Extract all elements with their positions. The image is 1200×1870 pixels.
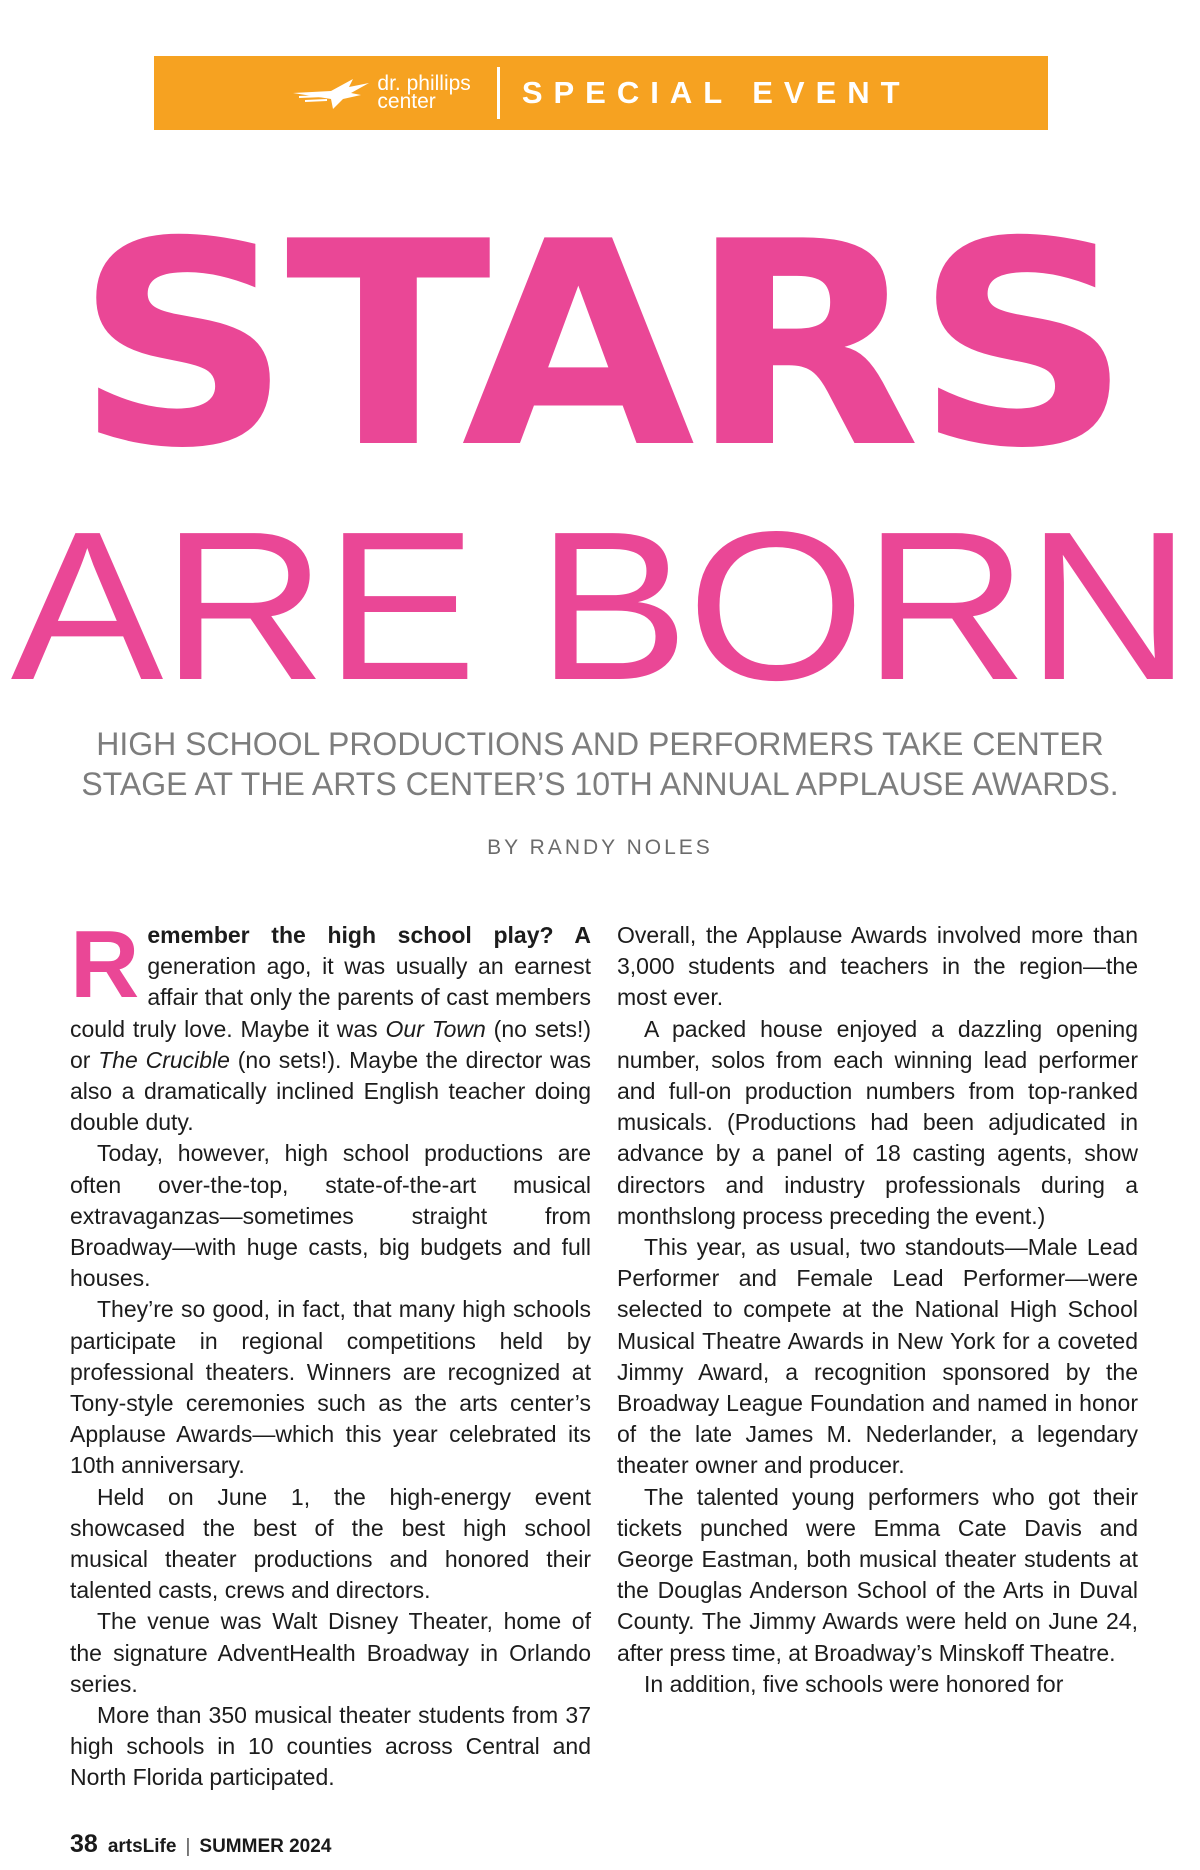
play-title: Our Town	[385, 1015, 486, 1042]
publication-name: artsLife	[107, 1836, 177, 1857]
logo-text-line1: dr. phillips	[377, 72, 471, 95]
article-paragraph: Overall, the Applause Awards involved more than 3,000 students and teachers in the region—the most ever.	[617, 922, 1138, 1011]
play-title: The Crucible	[98, 1046, 230, 1073]
paragraph-text: (no sets!) or	[70, 1015, 591, 1073]
article-paragraph: A packed house enjoyed a dazzling opening number, solos from each winning lead performer and full-on production numbers from top-ranked musicals. (Productions had been adjudicated in advance by a panel of 18 casting agents, show directors and industry professionals during a monthslong process preceding the event.)	[617, 1015, 1138, 1229]
subheadline	[60, 724, 1140, 804]
article-paragraph: They’re so good, in fact, that many high schools participate in regional competitions held by professional theaters. Winners are recognized at Tony-style ceremonies such as the arts center’s Applause Awards—which this year celebrated its 10th anniversary.	[70, 1296, 591, 1479]
bird-logo-icon	[291, 73, 371, 113]
article-paragraph: Held on June 1, the high-energy event showcased the best of the best high school musical theater productions and honored their talented casts, crews and directors.	[70, 1483, 591, 1604]
article-paragraph: In addition, five schools were honored for	[644, 1670, 1064, 1697]
banner-divider	[497, 67, 500, 119]
article-paragraph: More than 350 musical theater students from 37 high schools in 10 counties across Central and North Florida participated.	[70, 1702, 591, 1791]
paragraph-text: (no sets!). Maybe the director was also a dramatically inclined English teacher doing double duty.	[70, 1046, 592, 1136]
subheadline-line1: HIGH SCHOOL PRODUCTIONS AND PERFORMERS TAKE CENTER	[96, 726, 1104, 762]
article-column-right	[617, 920, 1138, 1700]
byline: BY RANDY NOLES	[487, 836, 713, 859]
article-paragraph: The talented young performers who got their tickets punched were Emma Cate Davis and George Eastman, both musical theater students at the Douglas Anderson School of the Arts in Duval County. The Jimmy Awards were held on June 24, after press time, at Broadway’s Minskoff Theatre.	[617, 1483, 1138, 1666]
article-paragraph	[70, 911, 592, 1138]
section-label: SPECIAL EVENT	[521, 75, 911, 110]
lead-in: emember the high school play? A	[147, 922, 591, 948]
subheadline-line2: STAGE AT THE ARTS CENTER’S 10TH ANNUAL APPLAUSE AWARDS.	[81, 766, 1119, 802]
article-paragraph: Today, however, high school productions are often over-the-top, state-of-the-art musical extravaganzas—sometimes straight from Broadway—with huge casts, big budgets and full houses.	[70, 1140, 591, 1292]
dr-phillips-logo	[291, 73, 470, 113]
issue-name: SUMMER 2024	[199, 1836, 332, 1857]
drop-cap: R	[70, 911, 140, 1018]
logo-text-line2: center	[377, 90, 436, 113]
headline-line1: STARS	[74, 181, 1126, 510]
headline-line2: ARE BORN	[10, 487, 1190, 724]
section-banner	[154, 56, 1048, 130]
paragraph-text: generation ago, it was usually an earnest affair that only the parents of cast members could truly love. Maybe it was	[70, 953, 591, 1042]
page-number: 38	[70, 1830, 98, 1858]
article-paragraph: The venue was Walt Disney Theater, home of the signature AdventHealth Broadway in Orlando series.	[70, 1608, 591, 1697]
footer-separator: |	[185, 1836, 191, 1857]
article-column-left	[70, 911, 592, 1794]
page-footer	[70, 1830, 331, 1859]
article-paragraph: This year, as usual, two standouts—Male Lead Performer and Female Lead Performer—were selected to compete at the National High School Musical Theatre Awards in New York for a coveted Jimmy Award, a recognition sponsored by the Broadway League Foundation and named in honor of the late James M. Nederlander, a legendary theater owner and producer.	[617, 1234, 1138, 1479]
